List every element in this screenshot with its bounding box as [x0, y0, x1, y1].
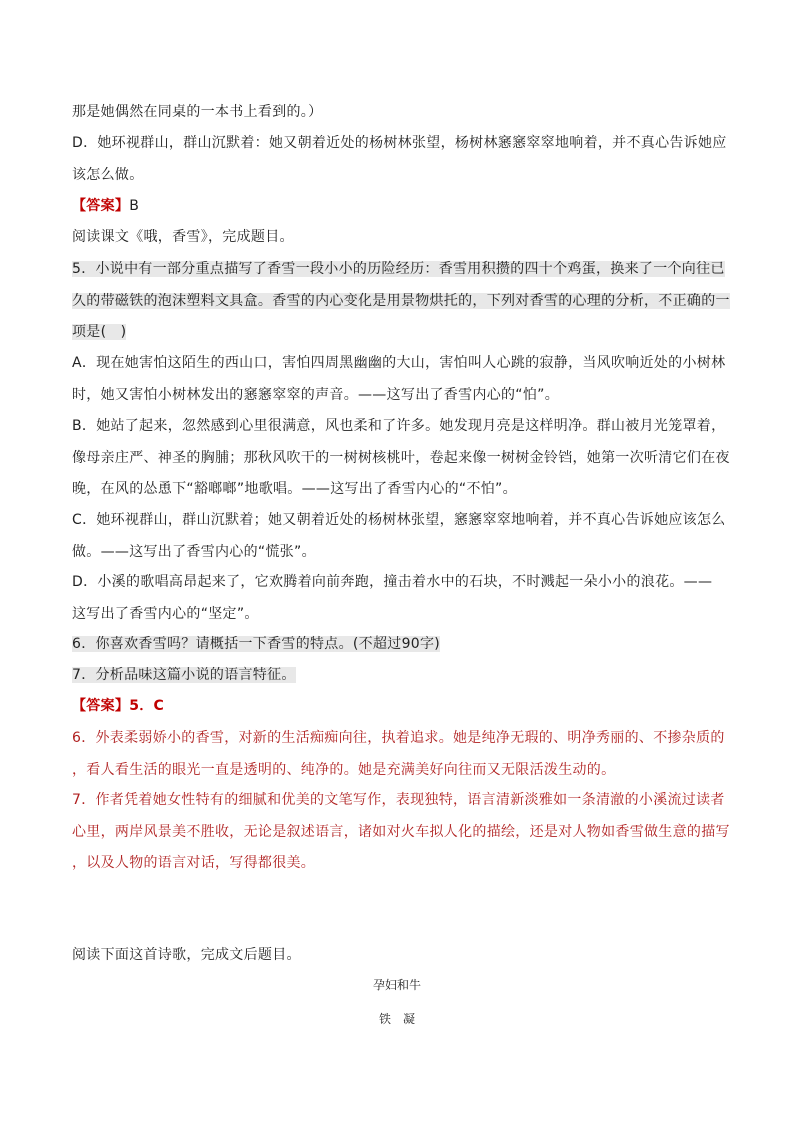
answer-label: 【答案】: [72, 198, 130, 214]
question-5-option-b: B．她站了起来，忽然感到心里很满意，风也柔和了许多。她发现月亮是这样明净。群山被月光笼罩着， 像母亲庄严、神圣的胸脯；那秋风吹干的一树树核桃叶，卷起来像一树树金铃铛，她第一次听清它们在夜 晚，在风的怂恿下“豁啷啷”地歌唱。——这写出了香雪内心的“不怕”。: [72, 418, 730, 497]
answer-value: B: [129, 198, 140, 214]
question-5: 5．小说中有一部分重点描写了香雪一段小小的历险经历：香雪用积攒的四十个鸡蛋，换来了一个向往已 久的带磁铁的泡沫塑料文具盒。香雪的内心变化是用景物烘托的，下列对香雪的心理的分析，不正确的一 项是( ): [72, 261, 730, 340]
reading-instruction: 阅读课文《哦，香雪》，完成题目。: [72, 229, 294, 245]
answer-2: [72, 691, 722, 723]
answer-label: 【答案】: [72, 698, 130, 714]
question-6: 6．你喜欢香雪吗？请概括一下香雪的特点。(不超过90字): [72, 636, 441, 652]
poem-title: 孕妇和牛: [372, 978, 421, 992]
option-d-previous: D．她环视群山，群山沉默着：她又朝着近处的杨树林张望，杨树林窸窸窣窣地响着，并不真心告诉她应 该怎么做。: [72, 135, 727, 183]
poem-author: 铁 凝: [378, 1012, 415, 1026]
poem-instruction: 阅读下面这首诗歌，完成文后题目。: [72, 947, 301, 963]
answer-value: 5．C: [129, 698, 165, 714]
answer-1: [72, 191, 722, 223]
question-5-option-d: D．小溪的歌唱高昂起来了，它欢腾着向前奔跑，撞击着水中的石块，不时溅起一朵小小的浪花。—— 这写出了香雪内心的“坚定”。: [72, 574, 713, 622]
question-7: 7．分析品味这篇小说的语言特征。: [72, 667, 296, 683]
answer-7: 7．作者凭着她女性特有的细腻和优美的文笔写作，表现独特，语言清新淡雅如一条清澈的小溪流过读者 心里，两岸风景美不胜收，无论是叙述语言，诸如对火车拟人化的描绘，还是对人物如香雪做生意的描写 ，以及人物的语言对话，写得都很美。: [72, 792, 730, 871]
intro-tail: 那是她偶然在同桌的一本书上看到的。）: [72, 104, 323, 120]
question-5-option-a: A．现在她害怕这陌生的西山口，害怕四周黑幽幽的大山，害怕叫人心跳的寂静，当风吹响近处的小树林 时，她又害怕小树林发出的窸窸窣窣的声音。——这写出了香雪内心的“怕”。: [72, 355, 726, 403]
question-5-option-c: C．她环视群山，群山沉默着；她又朝着近处的杨树林张望，窸窸窣窣地响着，并不真心告诉她应该怎么 做。——这写出了香雪内心的“慌张”。: [72, 512, 726, 560]
answer-6: 6．外表柔弱娇小的香雪，对新的生活痴痴向往，执着追求。她是纯净无瑕的、明净秀丽的、不掺杂质的 ，看人看生活的眼光一直是透明的、纯净的。她是充满美好向往而又无限活泼生动的。: [72, 730, 725, 778]
